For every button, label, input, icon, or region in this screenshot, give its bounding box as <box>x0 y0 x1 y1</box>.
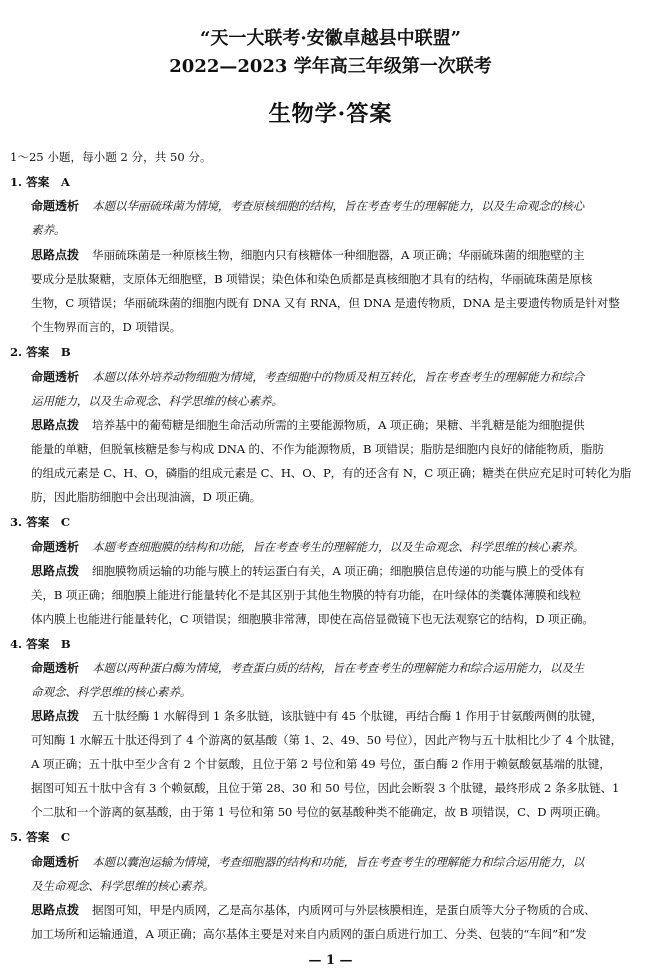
q3-answer: 3. 答案 C <box>10 515 71 529</box>
q1-analysis-line: 素养。 <box>31 223 66 237</box>
q2-hint-line: 的组成元素是 C、H、O，磷脂的组成元素是 C、H、O、P，有的还含有 N，C 项正确；糖类在供应充足时可转化为脂 <box>31 466 632 480</box>
q4-hint-line: A 项正确；五十肽中至少含有 2 个甘氨酸，且位于第 2 号位和第 49 号位，蛋白酶 2 作用于赖氨酸氨基端的肽键， <box>31 757 611 771</box>
q4-answer: 4. 答案 B <box>10 637 71 651</box>
q3-analysis-line: 本题考查细胞膜的结构和功能，旨在考查考生的理解能力，以及生命观念、科学思维的核心素养。 <box>92 540 585 554</box>
q3-hint-line: 关，B 项正确；细胞膜上能进行能量转化不是其区别于其他生物膜的特有功能，在叶绿体的类囊体薄膜和线粒 <box>31 588 581 602</box>
q1-hint-line: 个生物界而言的，D 项错误。 <box>31 320 182 334</box>
q4-hint-label: 思路点拨 <box>31 709 80 723</box>
q4-analysis-line: 本题以两种蛋白酶为情境，考查蛋白质的结构，旨在考查考生的理解能力和综合运用能力，以及生 <box>92 661 585 675</box>
q2-answer: 2. 答案 B <box>10 345 71 359</box>
q5-answer: 5. 答案 C <box>10 830 71 844</box>
q2-hint-line: 培养基中的葡萄糖是细胞生命活动所需的主要能源物质，A 项正确；果糖、半乳糖是能为细胞提供 <box>92 418 585 432</box>
page-number: — 1 — <box>308 953 353 968</box>
q3-analysis-label: 命题透析 <box>31 540 80 554</box>
q4-analysis-label: 命题透析 <box>31 661 80 675</box>
q4-hint-line: 个二肽和一个游离的氨基酸，由于第 1 号位和第 50 号位的氨基酸种类不能确定，故 B 项错误，C、D 两项正确。 <box>31 805 608 819</box>
q1-answer: 1. 答案 A <box>10 175 70 189</box>
q5-analysis-line: 及生命观念、科学思维的核心素养。 <box>31 879 215 893</box>
q1-hint-line: 生物，C 项错误；华丽硫珠菌的细胞内既有 DNA 又有 RNA，但 DNA 是遗传物质，DNA 是主要遗传物质是针对整 <box>31 296 620 310</box>
q3-hint-line: 体内膜上也能进行能量转化，C 项错误；细胞膜非常薄，即使在高倍显微镜下也无法观察它的结构，D 项正确。 <box>31 612 594 626</box>
subject-title: 生物学·答案 <box>268 101 393 127</box>
q2-analysis-line: 运用能力，以及生命观念、科学思维的核心素养。 <box>31 394 283 408</box>
q2-hint-line: 肪，因此脂肪细胞中会出现油滴，D 项正确。 <box>31 490 262 504</box>
q2-analysis-label: 命题透析 <box>31 370 80 384</box>
q5-hint-label: 思路点拨 <box>31 903 80 917</box>
scoring-intro: 1～25 小题，每小题 2 分，共 50 分。 <box>10 150 212 164</box>
q4-hint-line: 可知酶 1 水解五十肽还得到了 4 个游离的氨基酸（第 1、2、49、50 号位），因此产物与五十肽相比少了 4 个肽键， <box>31 733 623 747</box>
q3-hint-label: 思路点拨 <box>31 564 80 578</box>
q5-hint-line: 据图可知，甲是内质网，乙是高尔基体，内质网可与外层核膜相连，是蛋白质等大分子物质的合成、 <box>92 903 596 917</box>
q3-hint-line: 细胞膜物质运输的功能与膜上的转运蛋白有关，A 项正确；细胞膜信息传递的功能与膜上的受体有 <box>92 564 585 578</box>
q1-analysis-label: 命题透析 <box>31 199 80 213</box>
q2-analysis-line: 本题以体外培养动物细胞为情境，考查细胞中的物质及相互转化，旨在考查考生的理解能力和综合 <box>92 370 585 384</box>
q1-hint-line: 华丽硫珠菌是一种原核生物，细胞内只有核糖体一种细胞器，A 项正确；华丽硫珠菌的细胞壁的主 <box>92 248 585 262</box>
q1-hint-label: 思路点拨 <box>31 248 80 262</box>
q5-analysis-label: 命题透析 <box>31 855 80 869</box>
q4-hint-line: 据图可知五十肽中含有 3 个赖氨酸，且位于第 28、30 和 50 号位，因此会断裂 3 个肽键，最终形成 2 条多肽链、1 <box>31 781 620 795</box>
q4-hint-line: 五十肽经酶 1 水解得到 1 条多肽链，该肽链中有 45 个肽键，再结合酶 1 作用于甘氨酸两侧的肽键， <box>92 709 603 723</box>
q5-analysis-line: 本题以囊泡运输为情境，考查细胞器的结构和功能，旨在考查考生的理解能力和综合运用能力，以 <box>92 855 585 869</box>
q1-hint-line: 要成分是肽聚糖，支原体无细胞壁，B 项错误；染色体和染色质都是真核细胞才具有的结构，华丽硫珠菌是原核 <box>31 272 593 286</box>
exam-year-title: 2022—2023 学年高三年级第一次联考 <box>169 56 492 77</box>
q5-hint-line: 加工场所和运输通道，A 项正确；高尔基体主要是对来自内质网的蛋白质进行加工、分类、包装的“车间”和“发 <box>31 927 587 941</box>
exam-union-title: “天一大联考·安徽卓越县中联盟” <box>200 28 461 49</box>
q4-analysis-line: 命观念、科学思维的核心素养。 <box>31 685 192 699</box>
q2-hint-line: 能量的单糖，但脱氧核糖是参与构成 DNA 的、不作为能源物质，B 项错误；脂肪是细胞内良好的储能物质，脂肪 <box>31 442 604 456</box>
q2-hint-label: 思路点拨 <box>31 418 80 432</box>
q1-analysis-line: 本题以华丽硫珠菌为情境，考查原核细胞的结构，旨在考查考生的理解能力，以及生命观念的核心 <box>92 199 585 213</box>
